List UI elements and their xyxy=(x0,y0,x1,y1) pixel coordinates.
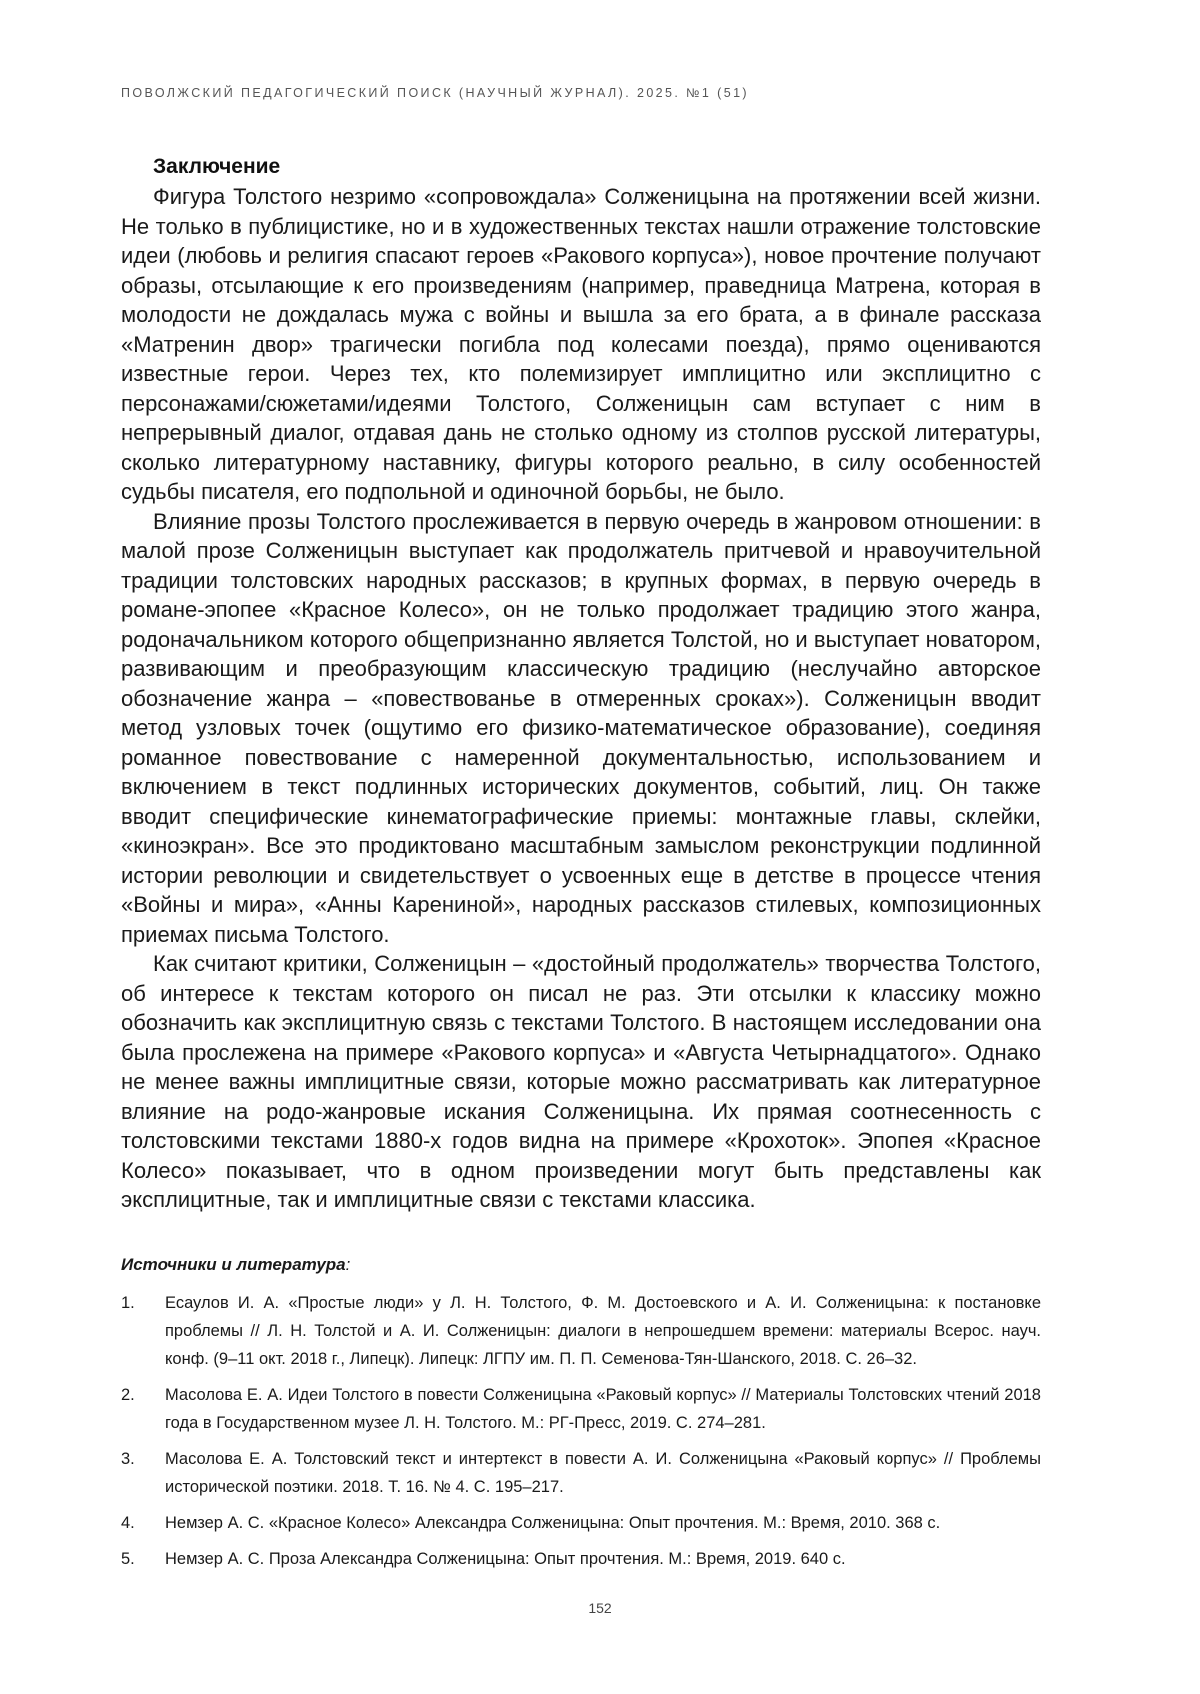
reference-text: Немзер А. С. Проза Александра Солженицына: Опыт прочтения. М.: Время, 2019. 640 с. xyxy=(165,1549,846,1568)
page-number: 152 xyxy=(588,1600,612,1616)
reference-text: Масолова Е. А. Толстовский текст и интертекст в повести А. И. Солженицына «Раковый корпус» // Проблемы исторической поэтики. 2018. Т. 16. № 4. С. 195–217. xyxy=(165,1449,1041,1496)
reference-text: Масолова Е. А. Идеи Толстого в повести Солженицына «Раковый корпус» // Материалы Толстовских чтений 2018 года в Государственном музее Л. Н. Толстого. М.: РГ-Пресс, 2019. С. 274–281. xyxy=(165,1385,1041,1432)
references-title-colon: : xyxy=(345,1254,351,1274)
references-list xyxy=(121,1289,1041,1573)
paragraph: Влияние прозы Толстого прослеживается в первую очередь в жанровом отношении: в малой прозе Солженицын выступает как продолжатель притчевой и нравоучительной традиции толстовских народных рассказов; в крупных формах, в первую очередь в романе-эпопее «Красное Колесо», он не только продолжает традицию этого жанра, родоначальником которого общепризнанно является Толстой, но и выступает новатором, развивающим и преобразующим классическую традицию (неслучайно авторское обозначение жанра – «повествованье в отмеренных сроках»). Солженицын вводит метод узловых точек (ощутимо его физико-математическое образование), соединяя романное повествование с намеренной документальностью, использованием и включением в текст подлинных исторических документов, событий, лиц. Он также вводит специфические кинематографические приемы: монтажные главы, склейки, «киноэкран». Все это продиктовано масштабным замыслом реконструкции подлинной истории революции и свидетельствует о усвоенных еще в детстве в процессе чтения «Войны и мира», «Анны Карениной», народных рассказов стилевых, композиционных приемах письма Толстого. xyxy=(121,508,1041,947)
references-title-text: Источники и литература xyxy=(121,1254,346,1274)
reference-number: 3. xyxy=(121,1449,135,1468)
reference-number: 4. xyxy=(121,1513,135,1532)
reference-number: 5. xyxy=(121,1549,135,1568)
reference-item xyxy=(121,1509,1041,1537)
paragraph: Как считают критики, Солженицын – «достойный продолжатель» творчества Толстого, об интересе к текстам которого он писал не раз. Эти отсылки к классику можно обозначить как эксплицитную связь с текстами Толстого. В настоящем исследовании она была прослежена на примере «Ракового корпуса» и «Августа Четырнадцатого». Однако не менее важны имплицитные связи, которые можно рассматривать как литературное влияние на родо-жанровые искания Солженицына. Их прямая соотнесенность с толстовскими текстами 1880-х годов видна на примере «Крохоток». Эпопея «Красное Колесо» показывает, что в одном произведении могут быть представлены как эксплицитные, так и имплицитные связи с текстами классика. xyxy=(121,951,1041,1212)
running-header: ПОВОЛЖСКИЙ ПЕДАГОГИЧЕСКИЙ ПОИСК (НАУЧНЫЙ ЖУРНАЛ). 2025. №1 (51) xyxy=(121,86,749,100)
reference-item xyxy=(121,1445,1041,1501)
reference-text: Есаулов И. А. «Простые люди» у Л. Н. Толстого, Ф. М. Достоевского и А. И. Солженицына: к постановке проблемы // Л. Н. Толстой и А. И. Солженицын: диалоги в непрошедшем времени: материалы Всерос. науч. конф. (9–11 окт. 2018 г., Липецк). Липецк: ЛГПУ им. П. П. Семенова-Тян-Шанского, 2018. С. 26–32. xyxy=(165,1293,1041,1368)
main-content xyxy=(121,152,1041,1581)
reference-item xyxy=(121,1381,1041,1437)
references-title xyxy=(121,1253,1041,1277)
reference-item xyxy=(121,1289,1041,1373)
section-title: Заключение xyxy=(153,155,281,178)
reference-number: 1. xyxy=(121,1293,135,1312)
paragraph: Фигура Толстого незримо «сопровождала» Солженицына на протяжении всей жизни. Не только в публицистике, но и в художественных текстах нашли отражение толстовские идеи (любовь и религия спасают героев «Ракового корпуса»), новое прочтение получают образы, отсылающие к его произведениям (например, праведница Матрена, которая в молодости не дождалась мужа с войны и вышла за его брата, а в финале рассказа «Матренин двор» трагически погибла под колесами поезда), прямо оцениваются известные герои. Через тех, кто полемизирует имплицитно или эксплицитно с персонажами/сюжетами/идеями Толстого, Солженицын сам вступает с ним в непрерывный диалог, отдавая дань не столько одному из столпов русской литературы, сколько литературному наставнику, фигуры которого реально, в силу особенностей судьбы писателя, его подпольной и одиночной борьбы, не было. xyxy=(121,184,1041,504)
reference-number: 2. xyxy=(121,1385,135,1404)
reference-text: Немзер А. С. «Красное Колесо» Александра Солженицына: Опыт прочтения. М.: Время, 2010. 368 с. xyxy=(165,1513,941,1532)
reference-item xyxy=(121,1545,1041,1573)
